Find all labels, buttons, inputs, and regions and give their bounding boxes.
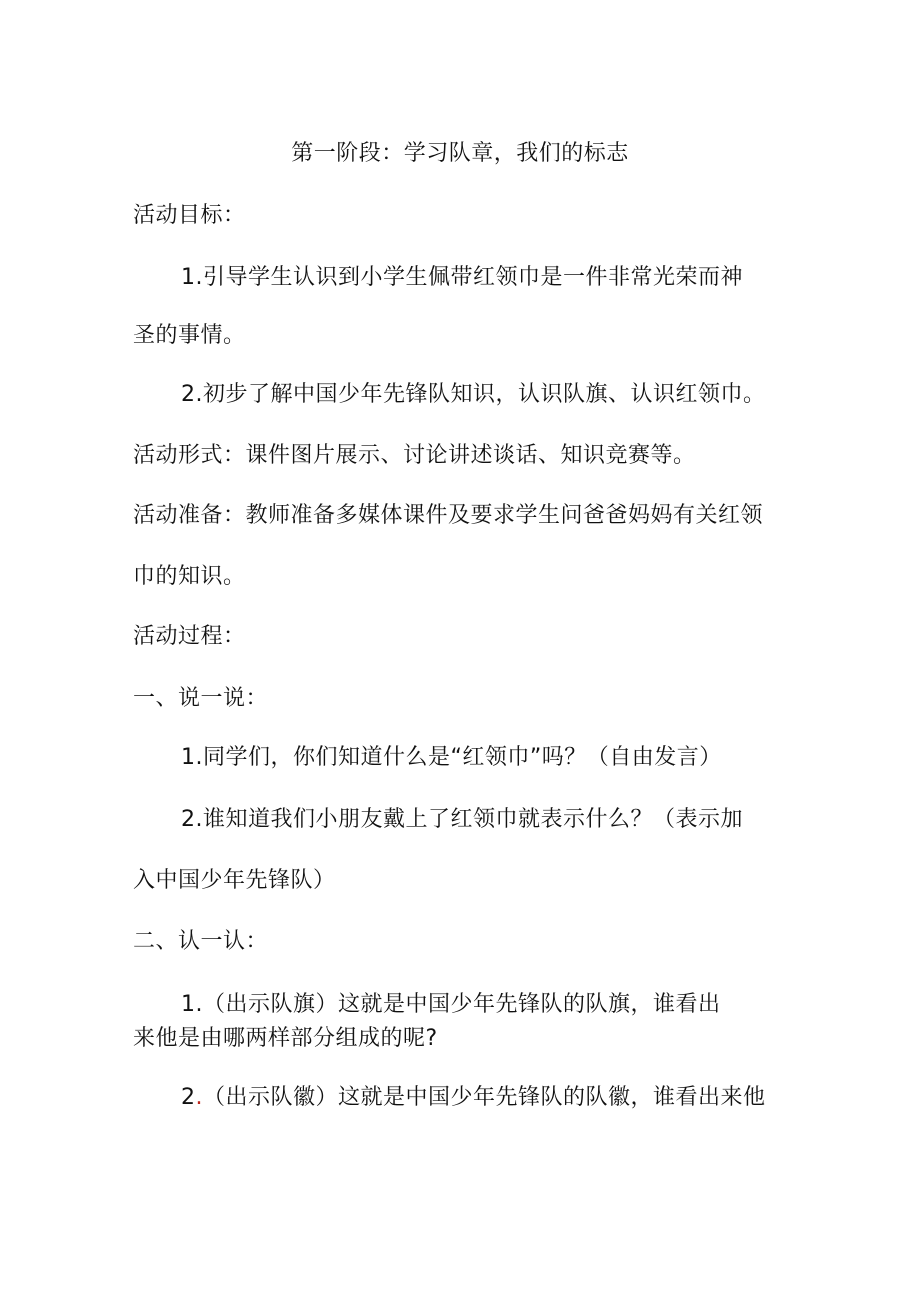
section-2-item-2: [181, 1083, 766, 1113]
section-2-item-2-number: 2: [181, 1085, 196, 1110]
section-2-item-1-text: （出示队旗）这就是中国少年先锋队的队旗，谁看出: [203, 992, 721, 1017]
section-2-item-1-number: 1: [181, 992, 196, 1017]
section-2-item-1-separator: .: [195, 992, 203, 1017]
section-1-heading: 一、说一说：: [133, 686, 269, 711]
goal-item-2-separator: .: [195, 382, 203, 407]
section-1-item-2: [181, 805, 743, 835]
section-2-heading: 二、认一认：: [133, 929, 269, 954]
section-1-item-1-separator: .: [195, 745, 203, 770]
section-2-item-2-separator: .: [195, 1085, 203, 1110]
goal-item-1: [181, 263, 743, 293]
goal-item-2: [181, 380, 766, 410]
activity-preparation: 活动准备：教师准备多媒体课件及要求学生问爸爸妈妈有关红领: [133, 503, 764, 528]
page-title: 第一阶段：学习队章，我们的标志: [291, 141, 629, 166]
goal-item-2-text: 初步了解中国少年先锋队知识，认识队旗、认识红领巾。: [203, 382, 766, 407]
activity-preparation-continuation: 巾的知识。: [133, 564, 246, 589]
section-1-item-1-text: 同学们，你们知道什么是“红领巾”吗？（自由发言）: [203, 745, 722, 770]
section-1-item-2-number: 2: [181, 807, 196, 832]
goal-item-1-text: 引导学生认识到小学生佩带红领巾是一件非常光荣而神: [203, 265, 744, 290]
section-2-item-2-text: （出示队徽）这就是中国少年先锋队的队徽，谁看出来他: [203, 1085, 766, 1110]
section-1-item-2-text: 谁知道我们小朋友戴上了红领巾就表示什么？（表示加: [203, 807, 744, 832]
goal-item-1-number: 1: [181, 265, 196, 290]
section-1-item-2-continuation: 入中国少年先锋队）: [133, 868, 336, 893]
section-1-item-1: [181, 743, 722, 773]
activity-form: 活动形式：课件图片展示、讨论讲述谈话、知识竞赛等。: [133, 443, 696, 468]
goal-item-1-continuation: 圣的事情。: [133, 323, 246, 348]
goal-item-1-separator: .: [195, 265, 203, 290]
goal-heading: 活动目标：: [133, 203, 246, 228]
section-2-item-1: [181, 990, 721, 1020]
section-2-item-1-continuation: 来他是由哪两样部分组成的呢?: [133, 1026, 438, 1051]
process-heading: 活动过程：: [133, 624, 246, 649]
goal-item-2-number: 2: [181, 382, 196, 407]
section-1-item-1-number: 1: [181, 745, 196, 770]
section-1-item-2-separator: .: [195, 807, 203, 832]
